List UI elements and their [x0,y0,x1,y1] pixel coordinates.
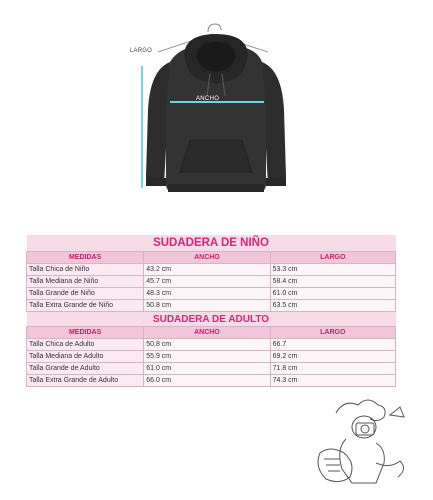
largo-value: 69.2 cm [270,351,395,363]
sketch-legs [376,461,404,477]
kids-table-title: SUDADERA DE NIÑO [27,235,396,252]
largo-value: 74.3 cm [270,375,395,387]
size-label: Talla Mediana de Niño [27,276,144,288]
table-row [27,276,396,288]
kids-title-row [27,235,396,252]
sketch-hair [336,400,385,421]
sketch-lens [361,425,369,433]
column-header-medidas: MEDIDAS [27,327,144,339]
ancho-value: 50.8 cm [144,339,270,351]
ancho-label: ANCHO [196,96,220,102]
table-row [27,288,396,300]
hoodie-drawing [0,0,433,225]
adult-header-row [27,327,396,339]
adult-title-row [27,312,396,327]
largo-value: 53.3 cm [270,264,395,276]
table-row [27,375,396,387]
size-label: Talla Grande de Niño [27,288,144,300]
ancho-value: 43.2 cm [144,264,270,276]
table-row [27,264,396,276]
hoodie-illustration [0,0,433,225]
sketch-body [340,439,385,483]
table-row [27,363,396,375]
kids-header-row [27,252,396,264]
size-label: Talla Chica de Adulto [27,339,144,351]
ancho-value: 45.7 cm [144,276,270,288]
hoodie-hem [168,184,264,192]
ancho-value: 48.3 cm [144,288,270,300]
column-header-largo: LARGO [270,252,395,264]
photographer-sketch-logo [306,393,421,493]
table-row [27,300,396,312]
sketch-backpack-lines [324,459,340,471]
ancho-value: 55.9 cm [144,351,270,363]
sketch-bow [390,407,404,417]
size-label: Talla Extra Grande de Niño [27,300,144,312]
largo-value: 71.8 cm [270,363,395,375]
size-label: Talla Mediana de Adulto [27,351,144,363]
largo-label: LARGO [130,48,153,54]
size-label: Talla Grande de Adulto [27,363,144,375]
adult-table-title: SUDADERA DE ADULTO [27,312,396,327]
size-chart-table [26,235,396,387]
size-label: Talla Chica de Niño [27,264,144,276]
right-cuff [266,178,286,186]
hanger-hook [208,24,221,32]
largo-value: 63.5 cm [270,300,395,312]
size-label: Talla Extra Grande de Adulto [27,375,144,387]
largo-value: 61.0 cm [270,288,395,300]
column-header-largo: LARGO [270,327,395,339]
left-cuff [146,178,166,186]
table-row [27,351,396,363]
largo-value: 66.7 [270,339,395,351]
column-header-ancho: ANCHO [144,252,270,264]
largo-value: 58.4 cm [270,276,395,288]
ancho-value: 66.0 cm [144,375,270,387]
table-row [27,339,396,351]
front-pocket [180,140,252,172]
ancho-value: 61.0 cm [144,363,270,375]
ancho-value: 50.8 cm [144,300,270,312]
column-header-ancho: ANCHO [144,327,270,339]
column-header-medidas: MEDIDAS [27,252,144,264]
